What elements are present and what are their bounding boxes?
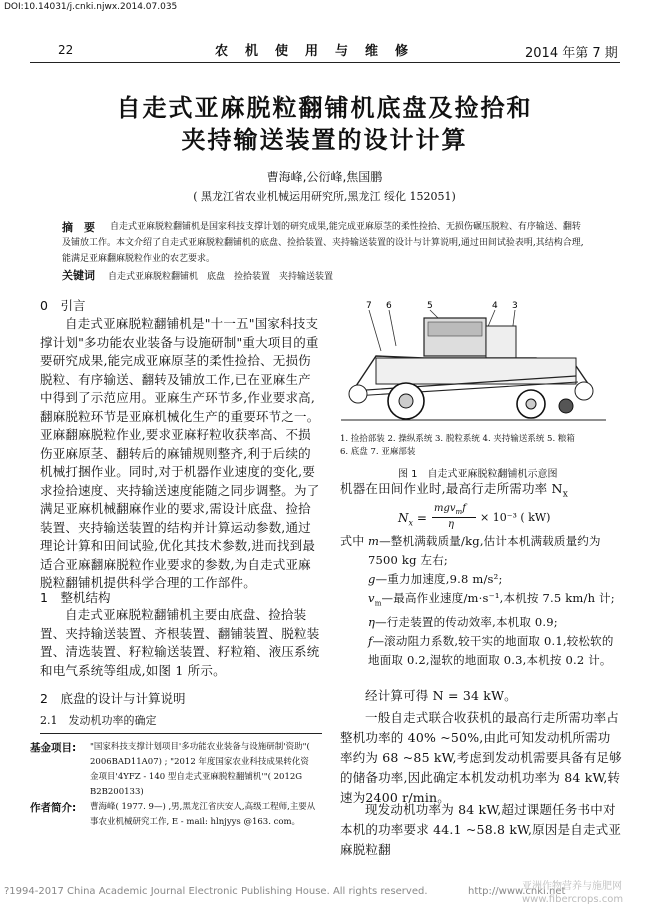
section-1-heading: 1 整机结构 — [40, 590, 111, 605]
power-intro-subscript: x — [562, 489, 568, 500]
cnki-link[interactable]: http://www.cnki.net — [468, 886, 566, 897]
variable-definitions — [368, 532, 622, 670]
figure-legend — [340, 433, 620, 459]
equation-numerator: mgv$_m$f — [434, 503, 466, 516]
right-p2 — [340, 708, 622, 808]
section-0-heading: 0 引言 — [40, 298, 86, 313]
abstract-text: 自走式亚麻脱粒翻铺机是国家科技支撑计划的研究成果,能完成亚麻原茎的柔性捡拾、无损伤碾压脱粒、有序输送、翻转及铺放工作。本文介绍了自走式亚麻脱粒翻铺机的底盘、捡拾装置、夹持输送装置的设计与计算说明,通过田间试验表明,其结构合理,能满足亚麻翻麻脱粒作业的农艺要求。 — [62, 222, 584, 264]
footnote-rule — [40, 733, 322, 734]
intro-paragraph: 自走式亚麻脱粒翻铺机是"十一五"国家科技支撑计划"多功能农业装备与设施研制"重大项目的重要研究成果,能完成亚麻原茎的柔性捡拾、无损伤脱粒、有序输送、翻转及铺放工作,已在亚麻生产中得到了示范应用。亚麻生产环节多,作业要求高,翻麻脱粒环节是亚麻机械化生产的重要环节之一。亚麻翻麻脱粒作业,要求亚麻籽粒收获率高、不损伤亚麻原茎、翻转后的麻铺规则整齐,利于后续的机械打捆作业。同时,对于机器作业速度的变化,要求捡拾速度、夹持输送速度能随之同步调整。为了满足亚麻机械翻麻作业的要求,需设计底盘、捡拾装置、夹持输送装置的结构并计算运动参数,通过理论计算和田间试验,优化其技术参数,进而找到最适合亚麻翻麻脱粒作业要求的参数,为自走式亚麻脱粒翻铺机提供科学合理的工作部件。 — [40, 316, 320, 590]
fund-text: "国家科技支撑计划项目'多功能农业装备与设施研制'资助"( 2006BAD11A07) ; "2012 年度国家农业科技成果转化资金项目'4YFZ - 140 型自走式亚麻脱粒翻铺机'"( 2012G B2B200133) — [90, 742, 310, 797]
where-label: 式中 — [340, 534, 365, 548]
fraction-bar — [432, 517, 476, 518]
figure-caption: 图 1 自走式亚麻脱粒翻铺机示意图 — [398, 469, 558, 480]
section-0-paragraph — [40, 315, 322, 593]
right-p3 — [340, 800, 622, 860]
fig-label-4: 4 — [492, 301, 498, 311]
power-intro-text: 机器在田间作业时,最高行走所需功率 N — [340, 481, 563, 496]
copyright-notice: ?1994-2017 China Academic Journal Electronic Publishing House. All rights reserved. — [4, 886, 428, 897]
author-bio-label: 作者简介: — [30, 802, 77, 814]
right-p1 — [340, 480, 622, 504]
header-rule — [30, 62, 620, 63]
title-line-2: 夹持输送装置的设计计算 — [181, 126, 468, 154]
def-f: f—滚动阻力系数,较干实的地面取 0.1,较松软的地面取 0.2,湿软的地面取 0.3,本机按 0.2 计。 — [368, 634, 614, 668]
watermark-text: 亚洲作物营养与施肥网 www.fibercrops.com — [522, 881, 624, 905]
result-text: 经计算可得 N = 34 kW。 — [365, 688, 517, 703]
equation-denominator: η — [448, 519, 454, 530]
equation-lhs: $N_x$ = — [398, 511, 427, 528]
figure-1 — [336, 296, 612, 426]
fund-label: 基金项目: — [30, 742, 77, 754]
power-paragraph: 一般自走式联合收获机的最高行走所需功率占整机功率的 40% ~50%,由此可知发动机所需功率约为 68 ~85 kW,考虑到发动机需要具备有足够的储备功率,因此确定本机发动机功率为 84 kW,转速为2400 r/min。 — [340, 710, 622, 805]
equation-tail: × 10⁻³ ( kW) — [480, 511, 551, 524]
doi-text: DOI:10.14031/j.cnki.njwx.2014.07.035 — [4, 2, 178, 12]
fig-label-3: 3 — [512, 301, 518, 311]
fig-label-5: 5 — [427, 301, 433, 311]
engine-paragraph: 现发动机功率为 84 kW,超过课题任务书中对本机的功率要求 44.1 ~58.8 kW,原因是自走式亚麻脱粒翻 — [340, 802, 622, 857]
keywords-label: 关键词 — [62, 269, 95, 282]
machine-schematic — [336, 296, 612, 426]
authors: 曹海峰,公衍峰,焦国鹏 — [266, 170, 383, 184]
fig-label-6: 6 — [386, 301, 392, 311]
def-eta: η—行走装置的传动效率,本机取 0.9; — [368, 615, 558, 630]
author-bio-text: 曹海峰( 1977. 9—) ,男,黑龙江省庆安人,高级工程师,主要从事农业机械研究工作, E - mail: hlnjyys @163. com。 — [90, 802, 316, 827]
abstract-label: 摘 要 — [62, 221, 95, 234]
def-m: m—整机满载质量/kg,估计本机满载质量约为 7500 kg 左右; — [368, 534, 601, 567]
title-line-1: 自走式亚麻脱粒翻铺机底盘及捡拾和 — [116, 94, 533, 122]
section-2-1-heading: 2.1 发动机功率的确定 — [40, 714, 157, 727]
page-number: 22 — [58, 43, 74, 57]
result-line — [340, 687, 622, 706]
keywords-text: 自走式亚麻脱粒翻铺机 底盘 捡拾装置 夹持输送装置 — [108, 272, 334, 282]
structure-paragraph: 自走式亚麻脱粒翻铺机主要由底盘、捡拾装置、夹持输送装置、齐根装置、翻铺装置、脱粒装置、清选装置、籽粒输送装置、籽粒箱、液压系统和电气系统等组成,如图 1 所示。 — [40, 607, 320, 678]
issue-label: 2014 年第 7 期 — [525, 46, 618, 61]
section-1-paragraph — [40, 606, 322, 680]
fig-label-7: 7 — [366, 301, 372, 311]
figure-legend-line-1: 1. 捡拾部装 2. 操纵系统 3. 脱粒系统 4. 夹持输送系统 5. 粮箱 — [340, 434, 575, 444]
affiliation: ( 黑龙江省农业机械运用研究所,黑龙江 绥化 152051) — [193, 190, 456, 203]
figure-legend-line-2: 6. 底盘 7. 亚麻部装 — [340, 447, 416, 457]
def-v: $v_m—$最高作业速度/m·s⁻¹,本机按 7.5 km/h 计; — [368, 591, 615, 608]
journal-name: 农 机 使 用 与 维 修 — [215, 44, 411, 59]
def-g: g—重力加速度,9.8 m/s²; — [368, 572, 503, 586]
section-2-heading: 2 底盘的设计与计算说明 — [40, 691, 186, 706]
